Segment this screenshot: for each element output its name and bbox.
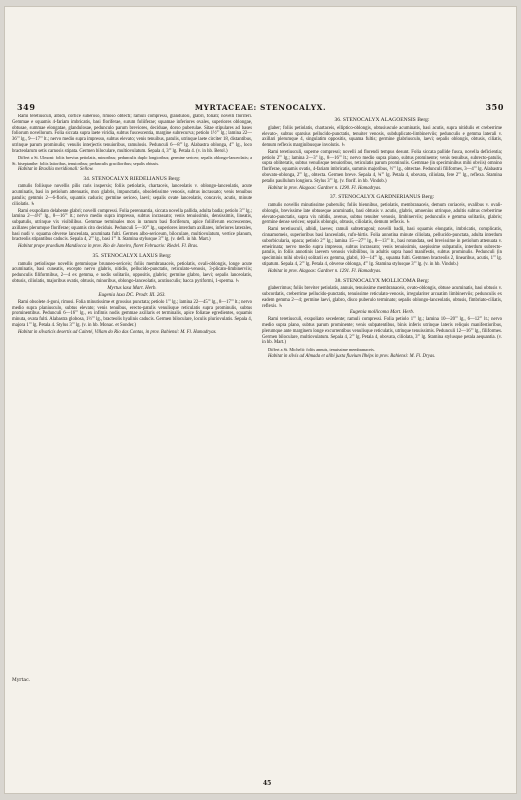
synonym-line: Eugenia laxa DC. Prodr. III. 263.	[98, 292, 166, 298]
habitat-line: Habitat in prov. Alagoas: Gardner n. 1290. Fl. Hamadryas.	[268, 185, 382, 191]
synonym-line: Eugenia mollicoma Mart. Herb.	[349, 310, 415, 316]
signature-mark: 45	[263, 780, 272, 787]
note-paragraph: Differt a St. Ulmoni: foliis brevius petiolatis, minoribus; pedunculis duplo longioribus; germine sericeo; sepalis oblongo-lanceolatis; a St. biseptanthe: foliis latioribus, tenuioribus; pedunculis gracilioribus; sepalis obtusis.	[12, 155, 252, 166]
page-number-right: 350	[485, 102, 504, 112]
species-heading: 36. STENOCALYX ALAGOENSIS Berg:	[334, 117, 430, 123]
habitat-line: Habitat prope praedium Mandiocca in prov. Rio de Janeiro, floret Februario: Riedel. Fl. Bras.	[18, 244, 199, 250]
description-paragraph: ramulis novellis minutissime puberulis; foliis biennibus, petiolatis, membranaceis, demum coriaceis, ovalibus v. ovali-oblongis, brevissime late obtuseque acuminatis, basi obtusis v. acutis, glabris, amoenius utrinque, adultis subtus creberrime elevato-punctatis, supra vix nitidis, avenus, subtus tenuiter venosis, limbinerviis; pedunculis e gemma solitariis, glabris; germine dense sericeo; sepalis oblongis, obtusis, ciliolatis, demum reflexis. ♄	[262, 203, 502, 226]
habitat-line: Habitat in silvis ad Almada et alibi juxta fluvium Ilhéps in prov. Bahiensi: M. Fl. Dryas.	[268, 353, 436, 359]
species-heading: 37. STENOCALYX GARDNERIANUS Berg:	[329, 194, 435, 201]
description-paragraph: glaber; foliis petiolatis, chartaceis, elliptico-oblongis, obtusiuscule acuminatis, basi acutis, supra nitidulis et creberrime elevato-, subtus sparsius pellucido-punctatis, tenuiter venosis, subduplicato-limbinerviis; pedunculis e gemma laterali v. axillari plerumque 4, singulatim oppositis, squama fultis; germine glabriusculo, laevi; sepalis oblongis, obtusis, ciliatis, demum reflexis marginibusque involutis. ♄	[262, 125, 502, 148]
description-paragraph: Rami teretiusculi, superne compressi; novelli ad florendi tempus desunt. Folia siccata pallide fusca, novella deficientia; petiolo 2"' lg.; lamina 2—3" lg., 8—16"' lt.; nervo medio supra plano, subtus prominente; venis tenuibus, subrecto-patulis, supra obliteratis, subtus venulisque tenuioribus, reticulatis parum prominulis. Gemmae (in speciminibus mihi obviis) omnino floriferae, squamis ovatis, 4-fariam imbricatis, summis majoribus, ½"' lg., obtectae. Pedunculi filiformes, 3—4"' lg. Alabastra obovato-oblonga, 2"' lg., obtecta. Germen breve. Sepala 4, ¾"' lg. Petala 4, obovata, ciliolata, fere 2"' lg., reflexa. Stamina petalis paullulum longiora. Stylus 3"' lg. (v. florif. in hb. Vindob.)	[262, 149, 502, 184]
description-paragraph: ramulis petiolisque novellis gemmisque brunneo-sericeis; foliis membranaceis, petiolatis, ovali-oblongis, longe acute acuminatis, basi cuneatis, excepto nervo glabris, nitidis, pellucido-punctatis, reticulato-venosis, 3-plicato-limbinerviis; pedunculis filiformibus, 2—4 ex gemma, e nodis solitariis, oppositis, glabris; germine glabro, laevi; sepalis lanceolatis, obtusis, ciliolatis, majoribus ovatis, obtusis, minoribus, oblongo-lanceolatis, acutiusculis; bacca pyriformi, 1-sperma. ♄	[12, 261, 252, 284]
species-heading: 34. STENOCALYX RIEDELIANUS Berg:	[83, 175, 181, 182]
description-paragraph: glaberrimus; foliis breviter petiolatis, annuis, tenuissime membranaceis, ovato-oblongis, obtuse acuminatis, basi obtusis v. subcordatis, creberrime pellucido-punctatis, tenuissime reticulato-venosis, irregulariter arcuatim limbinerviis; pedunculis ex eadem gemma 2—4; germine laevi, glabro, disco puberulo terminato; sepalis oblongo-lanceolatis, obtusis, fimbriato-ciliatis, reflexis. ♄	[262, 286, 502, 309]
description-paragraph: Rami teretiusculi, albidi, laeves; ramuli subtetragoni; novelli badii, basi squamis elongatis, imbricatis, complicatis, cinnamomeis, superioribus basi lanceolatis, rufo-hirtis. Folia annotina minute ciliolata, pellucido-punctata, adulta interdum suborbicularia, opaca; petiolo 2"' lg.; lamina 15—27"' lg., 8—13"' lt., basi rotundata, sed brevissime in petiolum attenuata v. emeirinata; nervo medio supra impresso, subtus incrassato; venis tenuissimis, saepissime subpatulis, interdum subrecto-patulis, in foliis annotinis laevem venosis visibilibus, in adultis supra haud manifestis, subtus prominulis. Pedunculi (in speciminis mihi obviis) solitarii ex gemma, glabri, 10—14"' lg., squama fulti. Gemmen bracteolis 2, linearibus, acutis, 1"' lg. stipatum. Sepala 4, 2"' lg. Petala 4, obverse oblonga, 4"' lg. Stamina stylusque 3"' lg. (v. in hb. Vindob.)	[262, 227, 502, 267]
species-heading: 38. STENOCALYX MOLLICOMA Berg:	[334, 277, 430, 284]
habitat-line: Habitat in silvaticis desertis ad Caiteté, Villam do Rio das Contas, in prov. Bahiensi: M. Fl. Hamadryas.	[18, 329, 217, 335]
habitat-line: Habitat in prov. Alagoas: Gardner n. 1291. Fl. Hamadryas.	[268, 268, 382, 274]
description-paragraph: Rami obsolete 4-goni, rimosi. Folia minutissime et grossius punctata; petiolo 1"' lg.; lamina 22—45"' lg., 8—17"' lt.; nervo medio supra planiusculo, subtus elevato; venis tenuibus, erecto-patulis venulisque reticulatis supra prominulis, subtus prominentibus. Pedunculi 6—16"' lg., ex infimis nodis gemmae axillaris et terminalis, apice foliatae egredientes, squamis minuta, ovata fulti. Alabastra globosa, 1½"' lg., bracteolis hyalinis caducis. Germen biloculare, loculis pluriovulatis. Sepala 4, majora 1"' lg. Petala 4. Stylus 3"' lg. (v. in hb. Monac. et Sonder.)	[12, 299, 252, 328]
running-title: MYRTACEAE: STENOCALYX.	[194, 103, 327, 112]
page-number-left: 349	[17, 102, 36, 112]
synonym-line: Myrtus laxa Mart. Herb.	[107, 285, 157, 291]
description-paragraph: Rami teretiusculi, exspoliato secedente; ramuli compressi. Folia petiolo 1"' lg.; lamina 10—20"' lg., 6—12"' lt.; nervo medio supra plano, subtus parum prominente; venis subpatentibus, binis inferis utrinque lateris reliquis manifestioribus, plerumque ante marginem longe excurrentibus venulisque reticulatis, utrinque tenuissimis. Pedunculi 12—16"' lg., filiformes. Germen biloculare, multiovulatum. Sepala 4, 2"' lg. Petala 4, obovata, ciliolata, 3"' lg. Stamina stylusque petala aequantia. (v. in hb. Mart.)	[262, 317, 502, 346]
left-footer: Myrtac.	[12, 678, 31, 683]
left-column	[12, 114, 252, 674]
description-paragraph: Rami teretiusculi, albidi, cortice suberoso, rimoso obtecti; ramuli compressi, glandulosi, glabri, foliati; novelli floriferi. Gemmae e squamis 4-fariam imbricatis, basi floriferae, surum foliiferae; squamae inferiores ovales, superiores oblongae, obtusae, summae elongatae, glandulosae, pedunculo parum breviores, deciduae, dorso puberulae. Sitae stipulares ad bases foliorum novellorum. Folia siccata supra laete viridia, subtus fuscescentia, margine subrecurva; petiolo 1½"' lg.; lamina 22—36"' lg., 9—17"' lt.; nervo medio supra impresso, subtus elevato; venis tenuibus, patulis, utrinque laete circiter 18, distantibus, utrinque parum prominulis; venulis interjectis tenuioribus, ramulosis. Pedunculi 6—8"' lg. Alabastra oblonga, 4"' lg., loco bracteolarum setis carnosis stipata. Germen biloculare, multiovulatum. Sepala 4, 3"' lg. Petala 4. (v. in hb. Berol.)	[12, 114, 252, 154]
right-column	[262, 114, 502, 694]
description-paragraph: Rami exspoliato delabente glabri; novelli compressi. Folia perennantia, siccata novella pallida, adulta badia; petiolo 3"' lg.; lamina 2—4½" lg., 8—16"' lt.; nervo medio supra impresso, subtus incrassato; venis tenuissimis, densissimis, lineatis, subpatulis, utrinque vix visibilibus. Gemmae terminales mox in ramum basi floriferum, apice foliiferum excrescentes, axillares plerumque floriferae; squamis cito deciduis. Pedunculi 5—10"' lg., superiores interdum axillares, inferiores laterales, basi nudi v. squama obverse lanceolata, acuminata fulti. Germen albo-sericeum, biloculare, multiovulatum, vertice planum, bracteolis stipantibus caducis. Sepala 4, 2"' lg., basi 1"' lt. Stamina stylusque 3"' lg. (v. defl. in hb. Mart.)	[12, 208, 252, 243]
habitat-line: Habitat in Brasilia meridionali: Sellow.	[18, 166, 94, 172]
running-header	[17, 102, 504, 114]
species-heading: 35. STENOCALYX LAXUS Berg:	[92, 252, 172, 259]
description-paragraph: ramulis foliisque novellis pilis raris inspersis; foliis petiolatis, chartaceis, lanceolatis v. oblongo-lanceolatis, acute acuminatis, basi in petiolum attenuatis, mox glabris, impunctatis, obsoletissime venosis, subtus incrassato; venis tenuibus patulis; gemmis 2—6-floris, squamis caducis; germine sericeo, laevi; sepalis ovate lanceolatis, concavis, acutis, minute ciliolatis. ♄	[12, 184, 252, 207]
note-paragraph: Differt a St. Michelii: foliis annuis, tenuissime membranaceis.	[268, 347, 375, 353]
